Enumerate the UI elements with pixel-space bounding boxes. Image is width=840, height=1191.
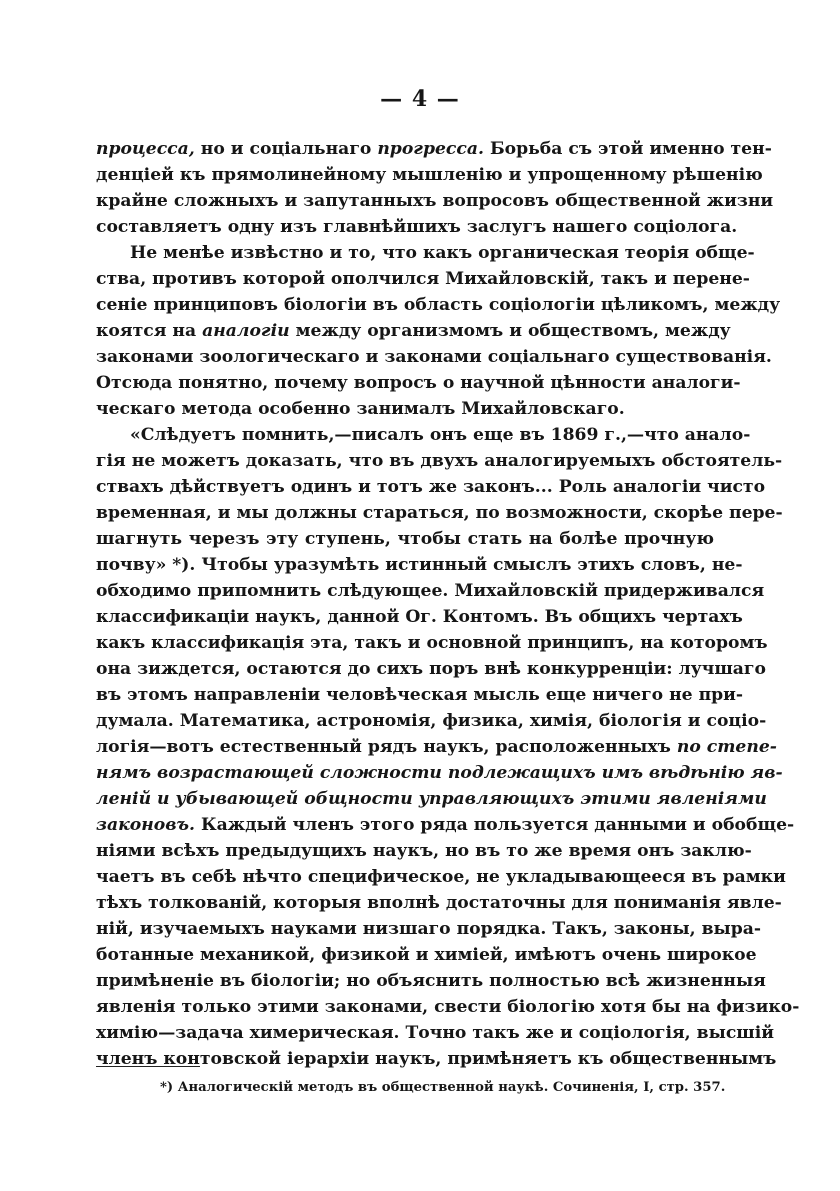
text-segment: ній, изучаемыхъ науками низшаго порядка. Такъ, законы, выра- <box>96 919 762 939</box>
text-line <box>96 968 766 994</box>
italic-text: аналогіи <box>202 321 290 341</box>
text-segment: составляетъ одну изъ главнѣйшихъ заслугъ нашего соціолога. <box>96 217 738 237</box>
text-segment: ботанные механикой, физикой и химіей, имѣютъ очень широкое <box>96 945 757 965</box>
text-segment: Борьба съ этой именно тен- <box>483 139 772 159</box>
text-line <box>96 682 744 708</box>
text-segment: Отсюда понятно, почему вопросъ о научной цѣнности аналоги- <box>96 373 741 393</box>
text-line <box>96 734 777 760</box>
text-line <box>96 370 741 396</box>
text-segment: думала. Математика, астрономія, физика, химія, біологія и соціо- <box>96 711 767 731</box>
text-line <box>96 292 781 318</box>
text-line <box>96 214 738 240</box>
text-line <box>96 630 768 656</box>
text-segment: она зиждется, остаются до сихъ поръ внѣ конкурренціи: лучшаго <box>96 659 766 679</box>
italic-text: нямъ возрастающей сложности подлежащихъ имъ вѣдѣнію яв- <box>96 763 783 783</box>
text-segment: ствахъ дѣйствуетъ одинъ и тотъ же законъ... Роль аналогіи чисто <box>96 477 766 497</box>
text-segment: почву» *). Чтобы уразумѣть истинный смыслъ этихъ словъ, не- <box>96 555 743 575</box>
text-line <box>96 604 743 630</box>
text-line <box>96 344 772 370</box>
text-line <box>96 396 714 422</box>
text-line <box>96 786 767 812</box>
text-line <box>96 266 750 292</box>
text-line <box>96 656 766 682</box>
page-number: — 4 — <box>380 86 460 112</box>
text-segment: членъ контовской іерархіи наукъ, примѣняетъ къ общественнымъ <box>96 1049 777 1069</box>
text-segment: логія—вотъ естественный рядъ наукъ, расположенныхъ <box>96 737 677 757</box>
text-line <box>96 760 783 786</box>
text-line <box>96 474 766 500</box>
text-line <box>96 890 782 916</box>
text-line <box>96 162 763 188</box>
text-line <box>96 552 743 578</box>
text-line <box>96 1046 777 1072</box>
text-segment: но и соціальнаго <box>194 139 378 159</box>
text-line <box>96 838 752 864</box>
footnote-separator <box>96 1066 200 1067</box>
text-line <box>96 994 800 1020</box>
text-segment: Не менѣе извѣстно и то, что какъ органическая теорія обще- <box>130 243 755 263</box>
text-segment: въ этомъ направленіи человѣческая мысль еще ничего не при- <box>96 685 744 705</box>
text-segment: сеніе принциповъ біологіи въ область соціологіи цѣликомъ, между <box>96 295 781 315</box>
text-segment: гія не можетъ доказать, что въ двухъ аналогируемыхъ обстоятель- <box>96 451 783 471</box>
text-segment: между организмомъ и обществомъ, между <box>289 321 731 341</box>
footnote: *) Аналогическій методъ въ общественной наукѣ. Сочиненія, I, стр. 357. <box>160 1080 726 1095</box>
text-line <box>96 240 755 266</box>
text-line <box>96 708 767 734</box>
text-segment: обходимо припомнить слѣдующее. Михайловскій придерживался <box>96 581 765 601</box>
italic-text: по степе- <box>676 737 777 757</box>
text-segment: Каждый членъ этого ряда пользуется данными и обобще- <box>194 815 795 835</box>
text-segment: ства, противъ которой ополчился Михайловскій, такъ и перене- <box>96 269 750 289</box>
text-segment: ніями всѣхъ предыдущихъ наукъ, но въ то же время онъ заклю- <box>96 841 752 861</box>
text-line <box>96 422 751 448</box>
text-segment: ческаго метода особенно занималъ Михайловскаго. <box>96 399 625 419</box>
text-segment: явленія только этими законами, свести біологію хотя бы на физико- <box>96 997 800 1017</box>
italic-text: законовъ. <box>96 815 195 835</box>
text-line <box>96 318 731 344</box>
text-line <box>96 942 757 968</box>
text-segment: временная, и мы должны стараться, по возможности, скорѣе пере- <box>96 503 783 523</box>
text-line <box>96 188 774 214</box>
text-line <box>96 578 765 604</box>
text-segment: химію—задача химерическая. Точно такъ же и соціологія, высшій <box>96 1023 775 1043</box>
text-segment: примѣненіе въ біологіи; но объяснить полностью всѣ жизненныя <box>96 971 766 991</box>
text-line <box>96 448 783 474</box>
text-segment: денціей къ прямолинейному мышленію и упрощенному рѣшенію <box>96 165 763 185</box>
italic-text: процесса, <box>96 139 195 159</box>
text-line <box>96 812 795 838</box>
italic-text: прогресса. <box>377 139 484 159</box>
body-text <box>96 136 800 1072</box>
text-segment: какъ классификація эта, такъ и основной принципъ, на которомъ <box>96 633 768 653</box>
text-segment: коятся на <box>96 321 203 341</box>
text-segment: законами зоологическаго и законами соціальнаго существованія. <box>96 347 772 367</box>
text-line <box>96 526 714 552</box>
text-segment: шагнуть черезъ эту ступень, чтобы стать на болѣе прочную <box>96 529 714 549</box>
text-segment: тѣхъ толкованій, которыя вполнѣ достаточны для пониманія явле- <box>96 893 782 913</box>
italic-text: леній и убывающей общности управляющихъ этими явленіями <box>96 789 767 809</box>
text-line <box>96 916 762 942</box>
text-line <box>96 136 772 162</box>
text-line <box>96 864 786 890</box>
text-line <box>96 500 783 526</box>
text-segment: «Слѣдуетъ помнить,—писалъ онъ еще въ 1869 г.,—что анало- <box>130 425 751 445</box>
text-segment: крайне сложныхъ и запутанныхъ вопросовъ общественной жизни <box>96 191 774 211</box>
text-line <box>96 1020 775 1046</box>
text-segment: чаетъ въ себѣ нѣчто специфическое, не укладывающееся въ рамки <box>96 867 786 887</box>
text-segment: классификаціи наукъ, данной Ог. Контомъ. Въ общихъ чертахъ <box>96 607 743 627</box>
